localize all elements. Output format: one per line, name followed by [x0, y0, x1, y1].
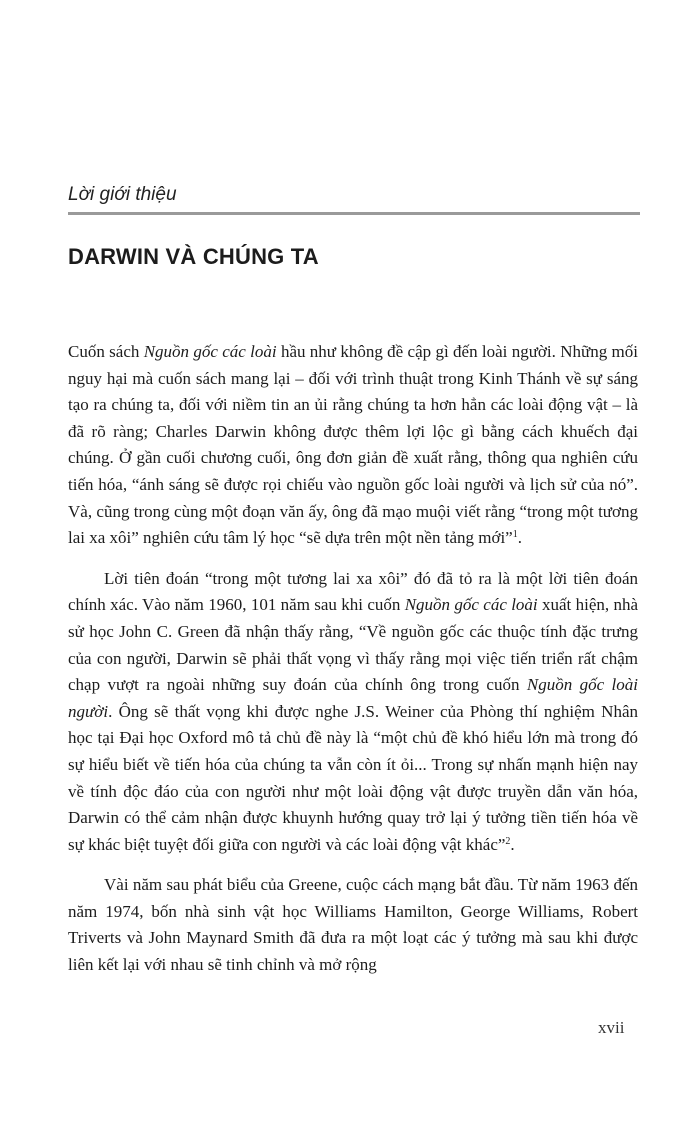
- p1-text-2: hầu như không đề cập gì đến loài người. Những mối nguy hại mà cuốn sách mang lại – đối với trình thuật trong Kinh Thánh về sự sáng tạo ra chúng ta, đối với niềm tin an ủi rằng chúng ta hơn hẳn các loài động vật – là đã rõ ràng; Charles Darwin không được thêm lợi lộc gì bằng cách khuếch đại chúng. Ở gần cuối chương cuối, ông đơn giản đề xuất rằng, thông qua nghiên cứu tiến hóa, “ánh sáng sẽ được rọi chiếu vào nguồn gốc loài người và lịch sử của nó”. Và, cũng trong cùng một đoạn văn ấy, ông đã mạo muội viết rằng “trong một tương lai xa xôi” nghiên cứu tâm lý học “sẽ dựa trên một nền tảng mới”: [68, 342, 638, 548]
- chapter-title: DARWIN VÀ CHÚNG TA: [68, 244, 319, 269]
- header-rule: [68, 212, 640, 215]
- p1-text-1: Cuốn sách: [68, 342, 144, 361]
- section-label: Lời giới thiệu: [68, 184, 177, 205]
- p2-text-3: . Ông sẽ thất vọng khi được nghe J.S. Weiner của Phòng thí nghiệm Nhân học tại Đại học Oxford mô tả chủ đề này là “một chủ đề khó hiểu lớn mà trong đó sự hiểu biết về tiến hóa của chúng ta vẫn còn ít ỏi... Trong sự nhấn mạnh hiện nay về tính độc đáo của con người như một loài động vật được truyền dẫn văn hóa, Darwin có thể cảm nhận được khuynh hướng quay trở lại ý tưởng tiền tiến hóa về sự khác biệt tuyệt đối giữa con người và các loài động vật khác”: [68, 701, 638, 854]
- p2-book-title-1: Nguồn gốc các loài: [404, 595, 538, 615]
- p2-text-4: .: [510, 834, 515, 854]
- paragraph-2: [68, 566, 638, 859]
- page-number: xvii: [598, 1018, 625, 1037]
- p1-text-3: .: [517, 528, 522, 548]
- paragraph-3: [68, 872, 638, 978]
- p2-text-1: Lời tiên đoán “trong một tương lai xa xôi” đó đã tỏ ra là một lời tiên đoán chính xác. Vào năm 1960, 101 năm sau khi cuốn: [68, 568, 638, 615]
- body-text: [68, 339, 638, 993]
- footnote-ref-1: 1: [512, 529, 518, 541]
- paragraph-1: [68, 339, 638, 552]
- footnote-ref-2: 2: [505, 835, 511, 847]
- p2-text-2: xuất hiện, nhà sử học John C. Green đã nhận thấy rằng, “Về nguồn gốc các thuộc tính đặc trưng của con người, Darwin sẽ phải thất vọng vì thấy rằng mọi việc tiến triển rất chậm chạp vượt ra ngoài những suy đoán của chính ông trong cuốn: [68, 595, 638, 695]
- p2-book-title-2: Nguồn gốc loài người: [68, 675, 638, 721]
- p1-book-title: Nguồn gốc các loài: [143, 342, 277, 361]
- p3-text-1: Vài năm sau phát biểu của Greene, cuộc cách mạng bắt đầu. Từ năm 1963 đến năm 1974, bốn nhà sinh vật học Williams Hamilton, George Williams, Robert Triverts và John Maynard Smith đã đưa ra một loạt các ý tưởng mà sau khi được liên kết lại với nhau sẽ tinh chỉnh và mở rộng: [68, 875, 638, 975]
